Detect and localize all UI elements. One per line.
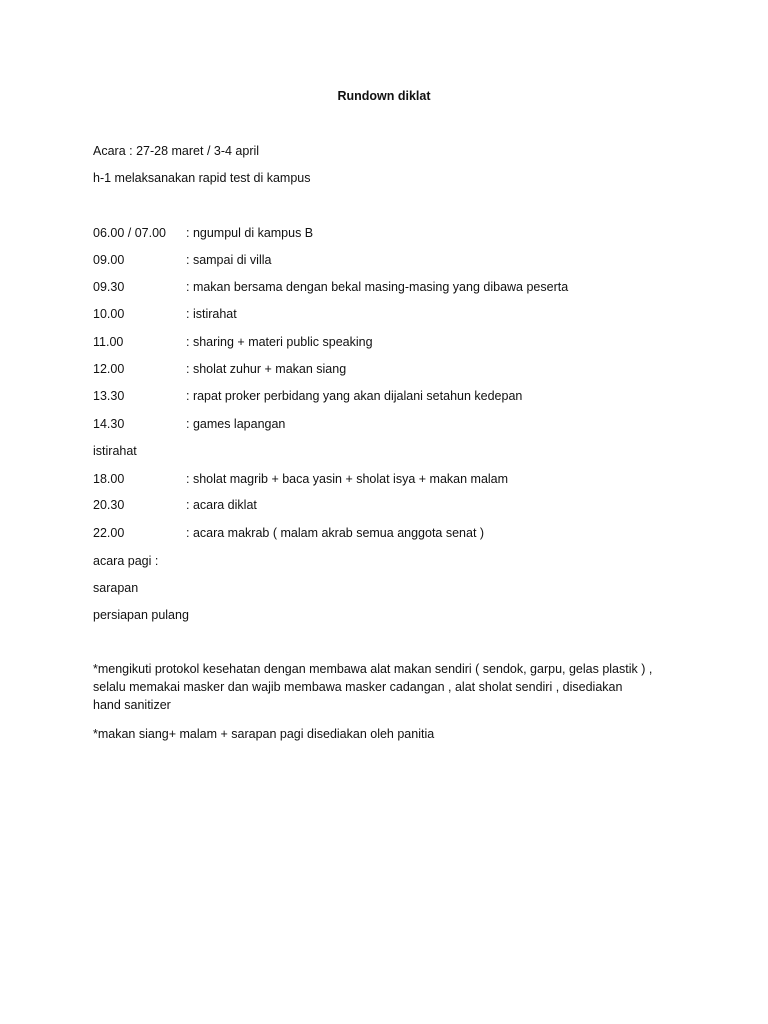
schedule-desc: : rapat proker perbidang yang akan dijalani setahun kedepan: [186, 389, 523, 403]
schedule-desc: : games lapangan: [186, 417, 286, 431]
schedule-row: [93, 388, 693, 404]
meals-note: *makan siang+ malam + sarapan pagi disediakan oleh panitia: [93, 727, 435, 741]
istirahat-line: istirahat: [93, 444, 137, 458]
schedule-desc: : sholat zuhur + makan siang: [186, 362, 347, 376]
schedule-desc: : acara diklat: [186, 498, 257, 512]
schedule-row: [93, 306, 693, 322]
schedule-row: [93, 361, 693, 377]
schedule-time: 11.00: [93, 335, 124, 349]
schedule-row: [93, 416, 693, 432]
schedule-desc: : sharing + materi public speaking: [186, 335, 373, 349]
schedule-row: [93, 225, 693, 241]
persiapan-pulang-line: persiapan pulang: [93, 608, 189, 622]
schedule-row: [93, 471, 693, 487]
document-title: Rundown diklat: [337, 89, 431, 103]
schedule-desc: : sholat magrib + baca yasin + sholat isya + makan malam: [186, 472, 509, 486]
schedule-time: 09.30: [93, 280, 125, 294]
schedule-row: [93, 279, 693, 295]
acara-pagi-line: acara pagi :: [93, 554, 159, 568]
schedule-row: [93, 497, 693, 513]
schedule-row: [93, 525, 693, 541]
schedule-desc: : sampai di villa: [186, 253, 272, 267]
schedule-time: 06.00 / 07.00: [93, 226, 166, 240]
schedule-row: [93, 334, 693, 350]
schedule-time: 14.30: [93, 417, 125, 431]
rapid-test-line: h-1 melaksanakan rapid test di kampus: [93, 171, 311, 185]
schedule-time: 13.30: [93, 389, 125, 403]
schedule-row: [93, 252, 693, 268]
schedule-time: 09.00: [93, 253, 125, 267]
schedule-time: 20.30: [93, 498, 125, 512]
schedule-time: 22.00: [93, 526, 125, 540]
schedule-desc: : istirahat: [186, 307, 237, 321]
sarapan-line: sarapan: [93, 581, 139, 595]
schedule-desc: : acara makrab ( malam akrab semua anggota senat ): [186, 526, 485, 540]
schedule-desc: : makan bersama dengan bekal masing-masing yang dibawa peserta: [186, 280, 569, 294]
schedule-time: 18.00: [93, 472, 125, 486]
acara-dates-line: Acara : 27-28 maret / 3-4 april: [93, 144, 260, 158]
schedule-desc: : ngumpul di kampus B: [186, 226, 314, 240]
health-protocol-note: *mengikuti protokol kesehatan dengan membawa alat makan sendiri ( sendok, garpu, gelas plastik ) , selalu memakai masker dan wajib membawa masker cadangan , alat sholat sendiri , disediakan hand sanitizer: [93, 662, 653, 712]
schedule-time: 10.00: [93, 307, 125, 321]
schedule-time: 12.00: [93, 362, 125, 376]
